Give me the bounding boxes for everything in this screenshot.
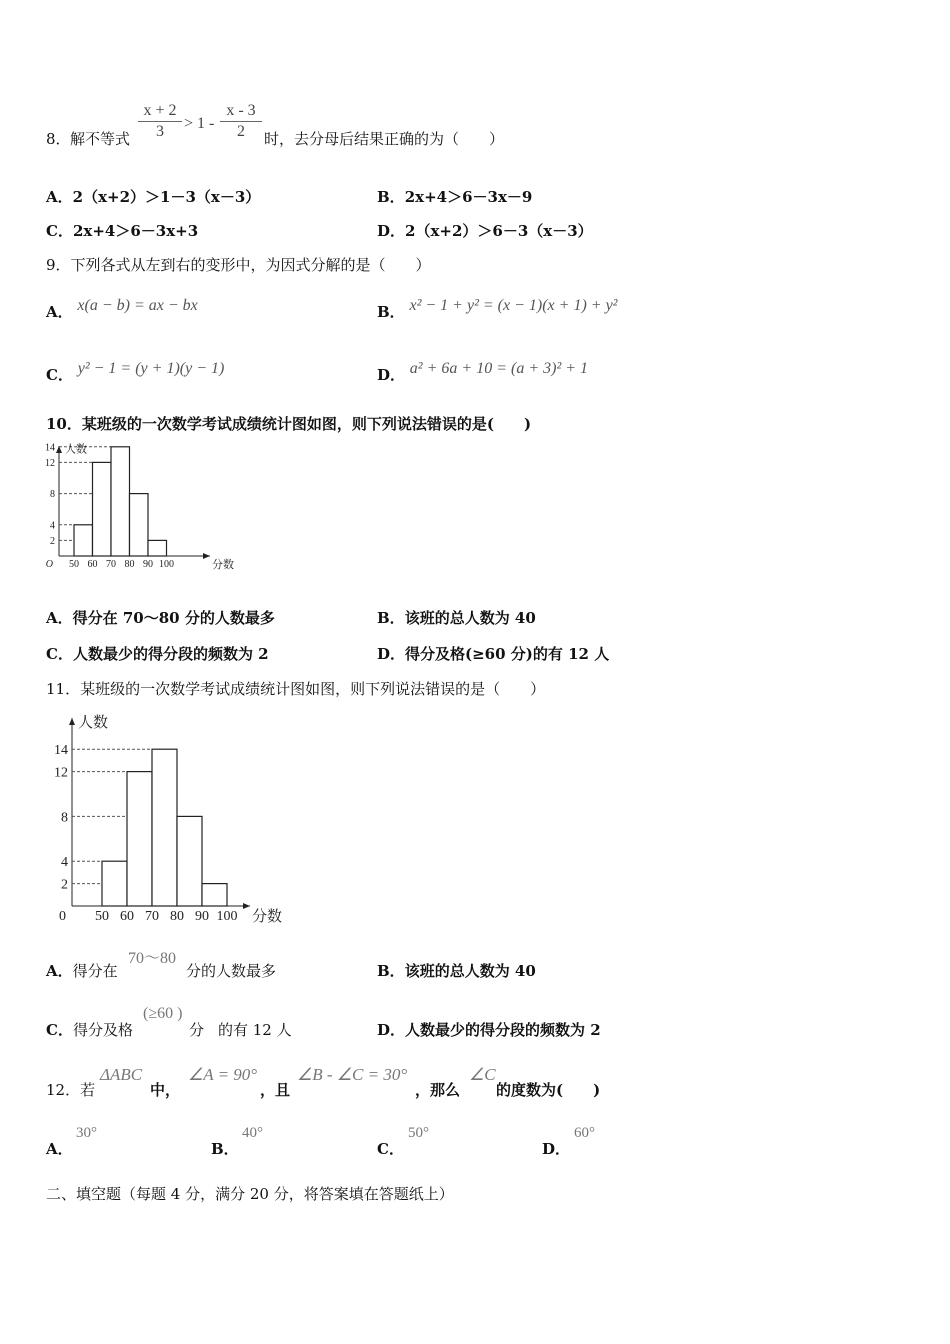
q11-histogram (40, 708, 300, 933)
option-label: B． (377, 188, 405, 206)
fraction-denominator: 3 (156, 123, 164, 140)
fraction-denominator: 2 (237, 123, 245, 140)
origin-label: O (45, 559, 53, 570)
q12-option-d[interactable] (542, 1138, 570, 1159)
option-text-pre: 得分及格 (72, 1021, 133, 1039)
q8-fraction-2 (220, 102, 262, 141)
q10-option-d[interactable] (377, 643, 609, 664)
histogram-bar (202, 884, 227, 906)
option-formula: y² − 1 = (y + 1)(y − 1) (77, 360, 225, 377)
y-tick-label: 8 (61, 810, 68, 826)
option-formula: a² + 6a + 10 = (a + 3)² + 1 (409, 360, 589, 377)
y-tick-label: 2 (61, 877, 68, 893)
histogram-bar (74, 525, 93, 556)
option-formula: x² − 1 + y² = (x − 1)(x + 1) + y² (409, 297, 618, 314)
y-tick-label: 14 (54, 743, 68, 759)
x-axis-label: 分数 (212, 559, 234, 571)
histogram-bar (127, 772, 152, 906)
option-text: 2x+4＞6－3x+3 (72, 222, 199, 240)
option-label: D． (377, 645, 406, 663)
q12-option-c[interactable] (377, 1138, 404, 1159)
option-label: C． (46, 1021, 73, 1039)
option-label: A． (46, 962, 73, 980)
option-label: B． (211, 1140, 239, 1158)
q11-option-c-mid: 分 (189, 1021, 205, 1039)
option-formula: x(a − b) = ax − bx (77, 297, 198, 314)
q10-stem: 10．某班级的一次数学考试成绩统计图如图，则下列说法错误的是( ) (46, 415, 532, 433)
q12-triangle: ΔABC (100, 1065, 143, 1084)
q9-stem: 9．下列各式从左到右的变形中，为因式分解的是（ ） (46, 256, 431, 274)
q9-option-b[interactable] (377, 294, 618, 321)
q9-option-d[interactable] (377, 357, 589, 384)
y-tick-label: 12 (54, 765, 68, 781)
option-label: A． (46, 609, 73, 627)
histogram-bar (93, 462, 112, 556)
option-text: 该班的总人数为 40 (404, 962, 536, 980)
q11-option-a-post: 分的人数最多 (186, 962, 277, 980)
option-label: C． (46, 222, 73, 240)
q12-option-c-value: 50° (408, 1125, 429, 1141)
fraction-numerator: x + 2 (143, 102, 177, 119)
fraction-numerator: x - 3 (226, 102, 256, 119)
y-axis-label: 人数 (65, 443, 87, 456)
y-tick-label: 4 (50, 520, 55, 532)
q12-text-4: 的度数为( ) (496, 1081, 601, 1099)
x-tick-label: 50 (95, 909, 109, 924)
histogram-bar (102, 861, 127, 906)
origin-label: 0 (59, 909, 66, 924)
q10-option-b[interactable] (377, 607, 536, 628)
y-tick-label: 8 (50, 489, 55, 501)
option-label: B． (377, 962, 405, 980)
q10-histogram (40, 440, 234, 580)
q8-lead: 解不等式 (70, 130, 131, 148)
option-text: 2（x+2）＞1－3（x－3） (72, 188, 261, 206)
option-label: D． (377, 222, 406, 240)
q12-text-2: ，且 (260, 1081, 291, 1099)
x-tick-label: 60 (120, 909, 134, 924)
q8-option-c[interactable] (46, 220, 198, 241)
q11-option-c-condition: (≥60 ) (143, 1005, 183, 1022)
x-tick-label: 70 (145, 909, 159, 924)
x-axis-label: 分数 (252, 909, 283, 925)
option-label: C． (46, 645, 73, 663)
option-text: 2（x+2）＞6－3（x－3） (405, 222, 593, 240)
q11-option-c[interactable] (46, 1019, 133, 1040)
q11-stem: 11．某班级的一次数学考试成绩统计图如图，则下列说法错误的是（ ） (46, 680, 546, 698)
q12-text-1: 中， (150, 1081, 181, 1099)
q12-text-3: ，那么 (415, 1081, 461, 1099)
x-tick-label: 80 (124, 559, 135, 570)
q8-option-d[interactable] (377, 220, 593, 241)
histogram-bar (177, 816, 202, 906)
q9-option-c[interactable] (46, 357, 225, 384)
histogram-bar (130, 494, 149, 556)
y-tick-label: 14 (45, 442, 55, 454)
q8-option-a[interactable] (46, 186, 260, 207)
q8-fraction-1 (138, 102, 182, 141)
option-label: C． (46, 366, 73, 384)
fraction-bar (220, 121, 262, 122)
x-tick-label: 70 (106, 559, 116, 570)
option-label: D． (542, 1140, 571, 1158)
q8-tail: 时，去分母后结果正确的为（ ） (264, 130, 505, 148)
option-label: A． (46, 1140, 73, 1158)
q12-option-d-value: 60° (574, 1125, 595, 1141)
x-tick-label: 100 (159, 559, 174, 570)
histogram-bar (148, 540, 167, 556)
x-axis-arrow (243, 903, 250, 909)
x-tick-label: 90 (143, 559, 153, 570)
q11-option-a-range: 70～80 (128, 950, 177, 967)
option-text: 得分在 70～80 分的人数最多 (72, 609, 275, 627)
q8-number: 8． (46, 130, 71, 148)
x-tick-label: 50 (69, 559, 79, 570)
x-tick-label: 80 (170, 909, 184, 924)
q12-angle-diff: ∠B - ∠C = 30° (297, 1065, 408, 1084)
option-label: B． (377, 609, 405, 627)
q12-option-b-value: 40° (242, 1125, 263, 1141)
q12-number: 12．若 (46, 1081, 96, 1099)
option-label: C． (377, 1140, 404, 1158)
x-tick-label: 100 (216, 909, 238, 924)
option-text: 该班的总人数为 40 (404, 609, 536, 627)
y-tick-label: 2 (50, 535, 55, 547)
option-text: 人数最少的得分段的频数为 2 (405, 1021, 601, 1039)
option-label: A． (46, 303, 73, 321)
x-tick-label: 90 (195, 909, 209, 924)
option-text: 得分及格(≥60 分)的有 12 人 (405, 645, 610, 663)
y-tick-label: 4 (61, 855, 68, 871)
option-text-pre: 得分在 (72, 962, 118, 980)
q12-option-a[interactable] (46, 1138, 73, 1159)
q9-option-a[interactable] (46, 294, 198, 321)
q12-angle-c: ∠C (469, 1065, 496, 1084)
histogram-bar (152, 749, 177, 906)
x-tick-label: 60 (87, 559, 98, 570)
q11-option-a[interactable] (46, 960, 118, 981)
y-axis-arrow (69, 718, 75, 725)
option-text: 人数最少的得分段的频数为 2 (72, 645, 269, 663)
y-tick-label: 12 (45, 457, 55, 469)
y-axis-label: 人数 (78, 715, 109, 731)
q11-option-c-post: 的有 12 人 (218, 1021, 292, 1039)
q10-option-a[interactable] (46, 607, 275, 628)
option-label: B． (377, 303, 405, 321)
q8-option-b[interactable] (377, 186, 532, 207)
fraction-bar (138, 121, 182, 122)
q11-option-b[interactable] (377, 960, 536, 981)
option-text: 2x+4＞6－3x－9 (404, 188, 533, 206)
q11-option-d[interactable] (377, 1019, 601, 1040)
q12-option-b[interactable] (211, 1138, 239, 1159)
option-label: D． (377, 366, 406, 384)
option-label: D． (377, 1021, 406, 1039)
q12-angle-a: ∠A = 90° (188, 1065, 258, 1084)
q8-inequality-middle: > 1 - (184, 115, 215, 132)
q12-option-a-value: 30° (76, 1125, 97, 1141)
section-heading: 二、填空题（每题 4 分，满分 20 分，将答案填在答题纸上） (46, 1185, 454, 1203)
x-axis-arrow (203, 553, 210, 559)
histogram-bar (111, 447, 130, 556)
option-label: A． (46, 188, 73, 206)
q10-option-c[interactable] (46, 643, 269, 664)
